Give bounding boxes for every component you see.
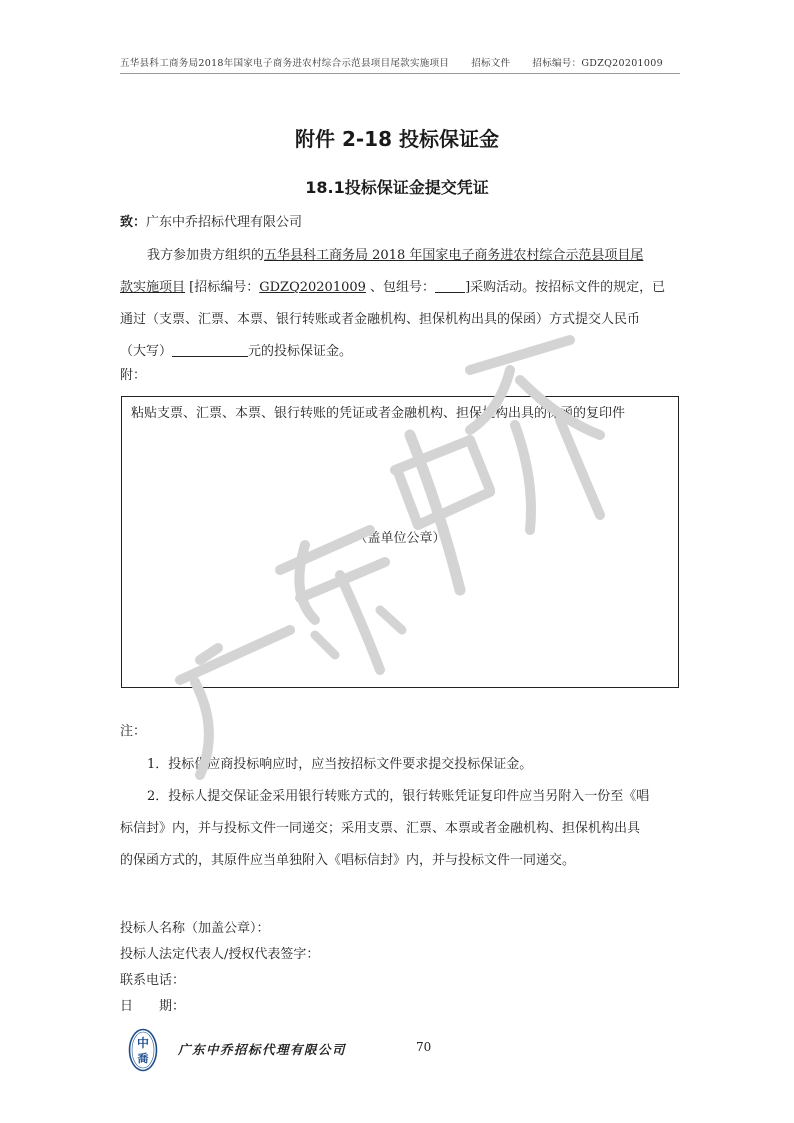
- signature-bidder: 投标人名称（加盖公章）：: [120, 921, 270, 936]
- attachment-box: [121, 396, 679, 688]
- addressee-label: 致：: [120, 215, 147, 230]
- logo-char-top: 中: [136, 1036, 150, 1050]
- project-name-cont: 款实施项目: [120, 280, 186, 295]
- logo-char-bottom: 喬: [137, 1052, 149, 1065]
- page-number: 70: [416, 1040, 432, 1054]
- attach-label: 附：: [120, 368, 147, 383]
- paragraph-line-2: 款实施项目 [招标编号：GDZQ20201009 、包组号： ]采购活动。按招标文件的规定，已: [120, 272, 665, 304]
- note-2-line-1: 2．投标人提交保证金采用银行转账方式的，银行转账凭证复印件应当另附入一份至《唱: [147, 789, 650, 804]
- header-divider: [120, 73, 680, 74]
- signature-phone: 联系电话：: [120, 973, 186, 988]
- addressee-name: 广东中乔招标代理有限公司: [146, 215, 303, 230]
- signature-rep: 投标人法定代表人/授权代表签字：: [120, 947, 320, 962]
- amount-blank[interactable]: [172, 341, 248, 357]
- footer-company: 广东中乔招标代理有限公司: [178, 1042, 347, 1057]
- page-title: 附件 2-18 投标保证金: [295, 127, 499, 151]
- header-ref: 招标编号：GDZQ20201009: [532, 58, 663, 69]
- attachment-instruction: 粘贴支票、汇票、本票、银行转账的凭证或者金融机构、担保机构出具的保函的复印件: [131, 406, 626, 421]
- company-logo: [128, 1028, 158, 1072]
- paragraph-line-1: 我方参加贵方组织的五华县科工商务局 2018 年国家电子商务进农村综合示范县项目尾: [147, 248, 644, 263]
- bid-number: GDZQ20201009: [259, 280, 366, 295]
- header-project: 五华县科工商务局2018年国家电子商务进农村综合示范县项目尾款实施项目: [120, 58, 450, 69]
- paragraph-line-3: 通过（支票、汇票、本票、银行转账或者金融机构、担保机构出具的保函）方式提交人民币: [120, 312, 641, 327]
- signature-date: 日 期：: [120, 999, 186, 1014]
- addressee-line: [120, 207, 302, 239]
- project-name: 五华县科工商务局 2018 年国家电子商务进农村综合示范县项目尾: [264, 248, 644, 263]
- paragraph-line-4: （大写） 元的投标保证金。: [120, 336, 352, 368]
- notes-label: 注：: [120, 724, 147, 739]
- page-header: [120, 55, 680, 69]
- note-1: 1．投标供应商投标响应时，应当按招标文件要求提交投标保证金。: [147, 757, 533, 772]
- seal-placeholder: （盖单位公章）: [354, 531, 446, 546]
- note-2-line-3: 的保函方式的，其原件应当单独附入《唱标信封》内，并与投标文件一同递交。: [120, 853, 576, 868]
- header-doc-type: 招标文件: [471, 58, 511, 69]
- section-title: 18.1投标保证金提交凭证: [305, 178, 489, 197]
- package-number-blank[interactable]: [435, 277, 465, 293]
- note-2-line-2: 标信封》内，并与投标文件一同递交；采用支票、汇票、本票或者金融机构、担保机构出具: [120, 821, 641, 836]
